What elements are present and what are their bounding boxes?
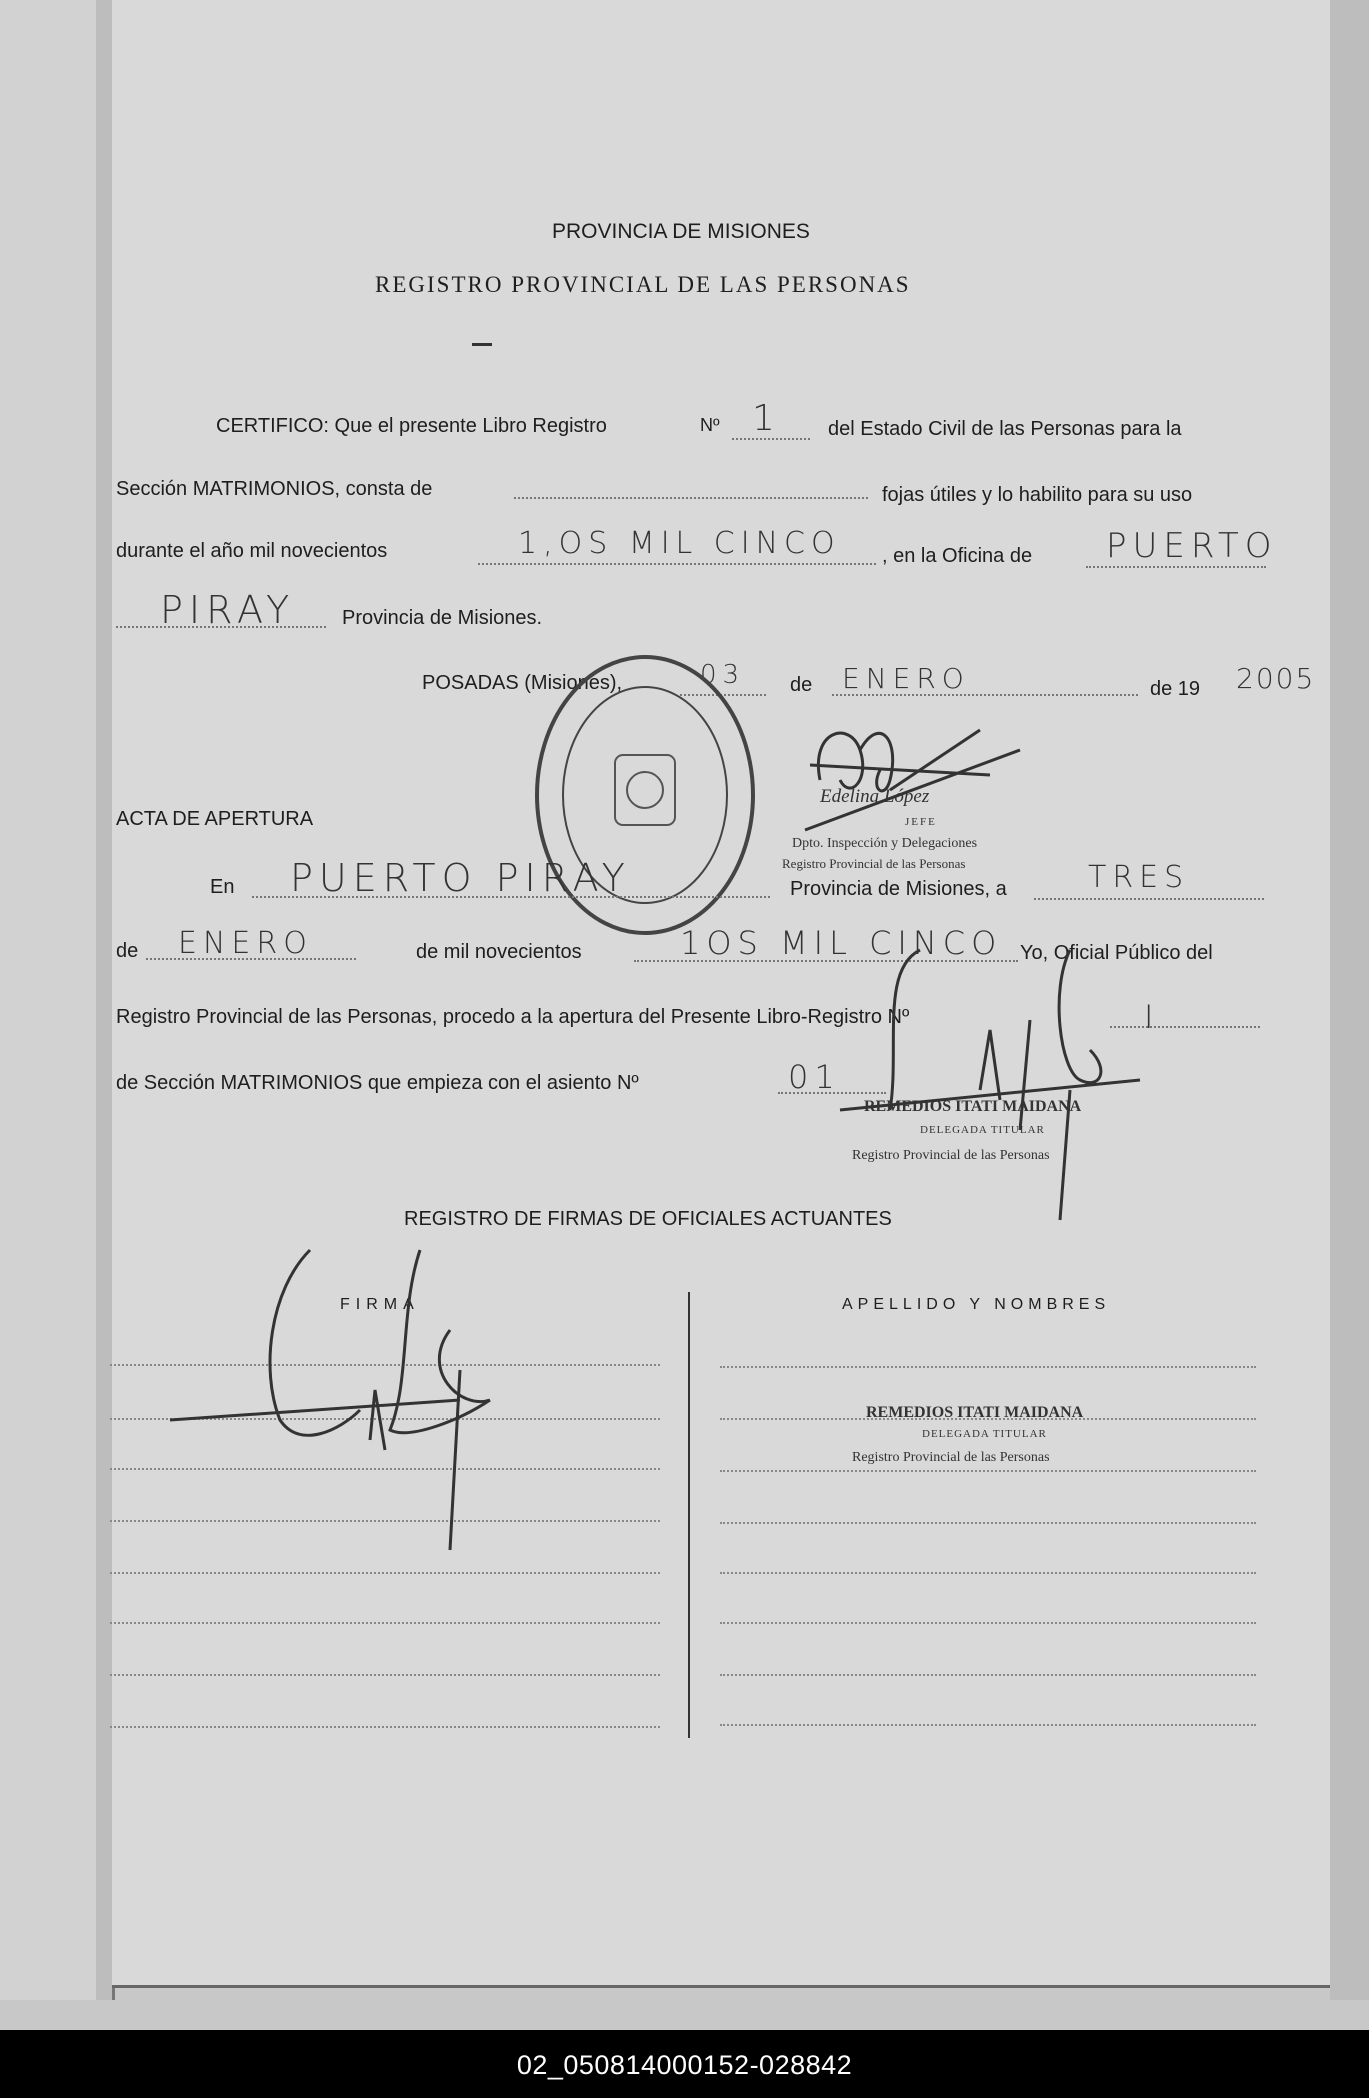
province-heading: PROVINCIA DE MISIONES <box>552 220 810 243</box>
hw-apertura-year: 1OS MIL CINCO <box>680 924 1003 962</box>
col-firma: FIRMA <box>340 1296 420 1313</box>
apertura-line4: de Sección MATRIMONIOS que empieza con el asiento Nº <box>116 1072 639 1094</box>
dotline <box>478 563 876 565</box>
dotline <box>832 694 1138 696</box>
firma-row-line <box>110 1622 660 1624</box>
cert-line3-a: durante el año mil novecientos <box>116 540 388 562</box>
hw-day: 03 <box>700 660 746 690</box>
de-label-2: de 19 <box>1150 678 1201 700</box>
apertura-prov: Provincia de Misiones, a <box>790 878 1007 900</box>
right-page-edge <box>1330 0 1369 2000</box>
nombre-row-line <box>720 1470 1256 1472</box>
de-label-1: de <box>790 674 813 696</box>
hw-apertura-month: ENERO <box>178 926 313 961</box>
binding-shadow <box>96 0 112 2000</box>
cert-line3-b: , en la Oficina de <box>882 545 1033 567</box>
dotline <box>514 497 868 499</box>
hw-year-words: 1,OS MIL CINCO <box>518 526 841 561</box>
lopez-name: Edelina López <box>820 786 930 807</box>
cert-line1-b: del Estado Civil de las Personas para la <box>828 418 1182 440</box>
lopez-role: JEFE <box>905 816 937 828</box>
maidana-registry-1: Registro Provincial de las Personas <box>852 1148 1050 1163</box>
apertura-mil: de mil novecientos <box>416 941 582 963</box>
nombre-row-line <box>720 1622 1256 1624</box>
maidana-name-2: REMEDIOS ITATI MAIDANA <box>866 1404 1084 1421</box>
maidana-name-1: REMEDIOS ITATI MAIDANA <box>864 1098 1082 1115</box>
lopez-registry: Registro Provincial de las Personas <box>782 856 966 871</box>
place-label: POSADAS (Misiones), <box>422 672 623 694</box>
cert-line1-no: Nº <box>700 415 720 435</box>
nombre-row-line <box>720 1724 1256 1726</box>
nombre-row-line <box>720 1572 1256 1574</box>
maidana-registry-2: Registro Provincial de las Personas <box>852 1450 1050 1465</box>
hw-libro-no: 1 <box>752 398 781 439</box>
header-dash <box>472 343 492 346</box>
dotline <box>1086 566 1266 568</box>
cert-line2-a: Sección MATRIMONIOS, consta de <box>116 478 433 500</box>
apertura-de: de <box>116 940 139 962</box>
maidana-signature-1 <box>820 930 1160 1230</box>
hw-office-2: PIRAY <box>160 588 296 632</box>
cert-line4-b: Provincia de Misiones. <box>342 607 543 629</box>
nombre-row-line <box>720 1522 1256 1524</box>
firma-signature <box>160 1230 620 1560</box>
maidana-role-1: DELEGADA TITULAR <box>920 1124 1045 1136</box>
nombre-row-line <box>720 1674 1256 1676</box>
apertura-title: ACTA DE APERTURA <box>116 808 314 830</box>
hw-asiento: 01 <box>788 1058 841 1096</box>
maidana-role-2: DELEGADA TITULAR <box>922 1428 1047 1440</box>
hw-apertura-libro-no: I <box>1144 998 1160 1036</box>
firma-row-line <box>110 1674 660 1676</box>
cert-line2-b: fojas útiles y lo habilito para su uso <box>882 484 1193 506</box>
firma-row-line <box>110 1726 660 1728</box>
dotline <box>1034 898 1264 900</box>
scan-id: 02_050814000152-028842 <box>516 2050 853 2080</box>
cert-line1-a: CERTIFICO: Que el presente Libro Registro <box>216 415 607 437</box>
apertura-en: En <box>210 876 235 898</box>
dotline <box>732 438 810 440</box>
firmas-title: REGISTRO DE FIRMAS DE OFICIALES ACTUANTES <box>404 1208 892 1230</box>
hw-apertura-place: PUERTO PIRAY <box>290 856 631 900</box>
hw-month: ENERO <box>842 662 970 695</box>
registry-heading: REGISTRO PROVINCIAL DE LAS PERSONAS <box>375 272 911 297</box>
column-divider <box>688 1292 690 1738</box>
hw-year: 2005 <box>1236 662 1316 695</box>
firma-row-line <box>110 1572 660 1574</box>
hw-apertura-day: TRES <box>1088 860 1190 895</box>
hw-office-1: PUERTO <box>1106 526 1278 566</box>
apertura-yo: Yo, Oficial Público del <box>1020 942 1213 964</box>
apertura-line3: Registro Provincial de las Personas, procedo a la apertura del Presente Libro-Registro Nº <box>116 1006 910 1028</box>
nombre-row-line <box>720 1366 1256 1368</box>
col-apellido: APELLIDO Y NOMBRES <box>842 1296 1111 1313</box>
lopez-dept: Dpto. Inspección y Delegaciones <box>792 836 978 851</box>
